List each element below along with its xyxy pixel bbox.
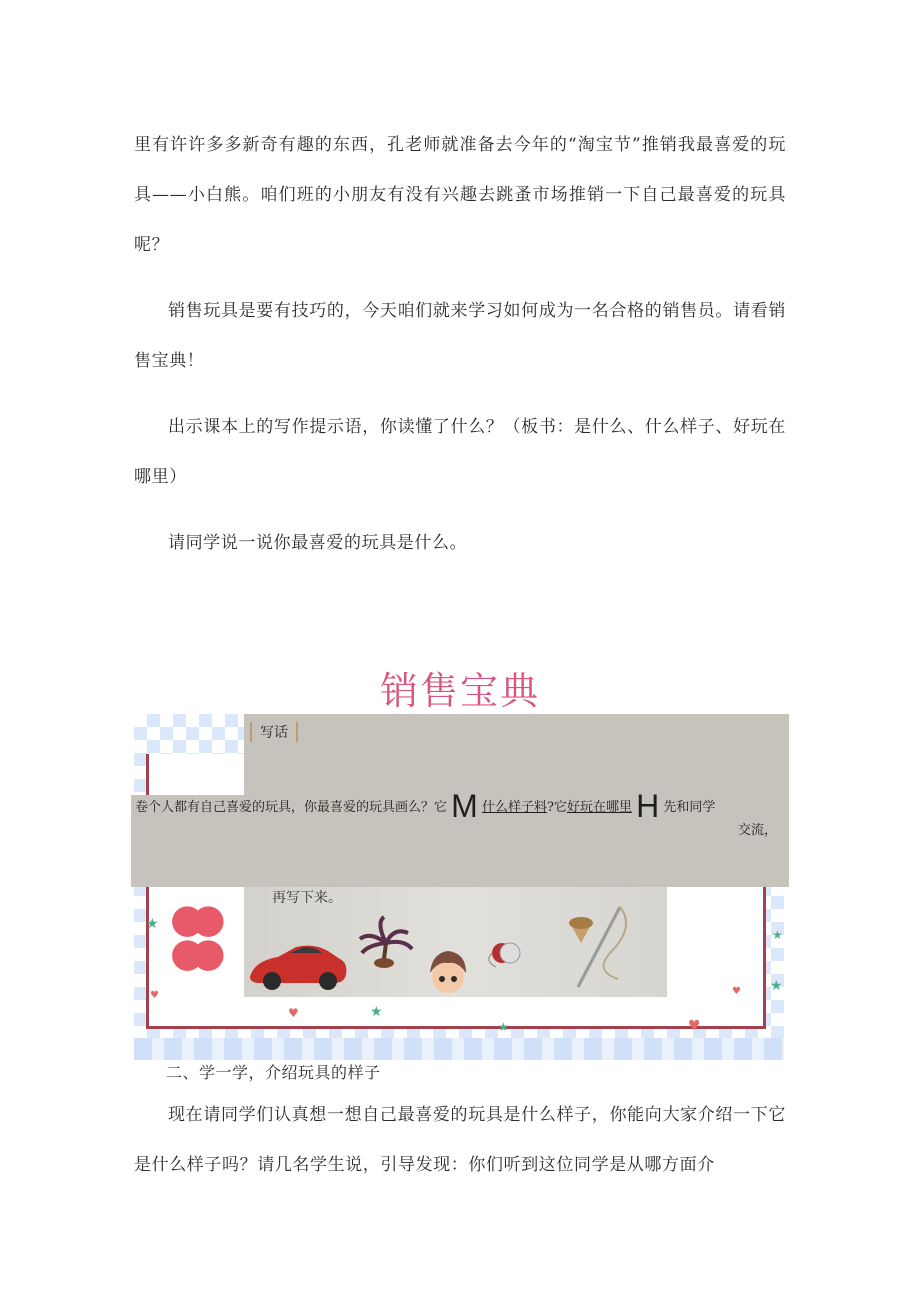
toys-illustration: [244, 887, 667, 997]
prompt-part-2: ?它: [546, 800, 567, 815]
spinning-top-icon: [569, 917, 593, 943]
paragraph-intro: 里有许许多多新奇有趣的东西，孔老师就准备去今年的“淘宝节”推销我最喜爱的玩具——小白熊。咱们班的小朋友有没有兴趣去跳蚤市场推销一下自己最喜爱的玩具呢？: [134, 135, 786, 255]
write-again-text: 再写下来。: [272, 890, 342, 906]
star-icon: ★: [770, 978, 783, 994]
doll-icon: [430, 951, 466, 993]
prompt-band: [131, 788, 789, 887]
balloons-icon: ●● ●●: [170, 896, 212, 976]
prompt-what-looks-like: 什么样子料: [481, 800, 547, 815]
section-heading: 二、学一学，介绍玩具的样子: [166, 1063, 381, 1082]
prompt-glyph-1: M: [451, 788, 478, 824]
paragraph-describe-toy: 现在请同学们认真想一想自己最喜爱的玩具是什么样子，你能向大家介绍一下它是什么样子吗？请几名学生说，引导发现：你们听到这位同学是从哪方面介: [134, 1105, 786, 1175]
palm-tree-icon: [360, 917, 412, 968]
tab-label: 写话: [250, 722, 298, 742]
yo-yo-icon: [489, 943, 520, 967]
figure-title: 销售宝典: [379, 669, 540, 713]
prompt-glyph-2: H: [636, 788, 660, 824]
prompt-where-fun: 好玩在哪里: [566, 800, 632, 815]
worksheet-header: [244, 714, 789, 796]
star-icon: ★: [772, 928, 783, 942]
prompt-part-1: 卷个人都有自己喜爱的玩具，你最喜爱的玩具画么？它: [135, 800, 448, 815]
heart-icon: ♥: [732, 986, 741, 997]
prompt-part-3: 先和同学: [663, 800, 716, 815]
prompt-text: [135, 788, 785, 824]
heart-icon: ♥: [288, 1006, 299, 1020]
paragraph-sales-skill: 销售玩具是要有技巧的，今天咱们就来学习如何成为一名合格的销售员。请看销售宝典！: [134, 301, 786, 371]
prompt-text-line-2: 交流，: [737, 823, 777, 838]
paragraph-ask-students: 请同学说一说你最喜爱的玩具是什么。: [168, 533, 468, 553]
paragraph-prompt-reading: 出示课本上的写作提示语，你读懂了什么？（板书：是什么、什么样子、好玩在哪里）: [134, 417, 786, 487]
heart-icon: ♥: [150, 990, 159, 1001]
star-icon: ★: [146, 916, 159, 932]
toy-car-icon: [250, 946, 346, 990]
toys-picture: [244, 887, 667, 997]
star-icon: ★: [370, 1004, 383, 1020]
heart-icon: ♥: [688, 1018, 701, 1034]
checker-strip: [134, 1038, 784, 1060]
star-icon: ★: [498, 1020, 509, 1034]
